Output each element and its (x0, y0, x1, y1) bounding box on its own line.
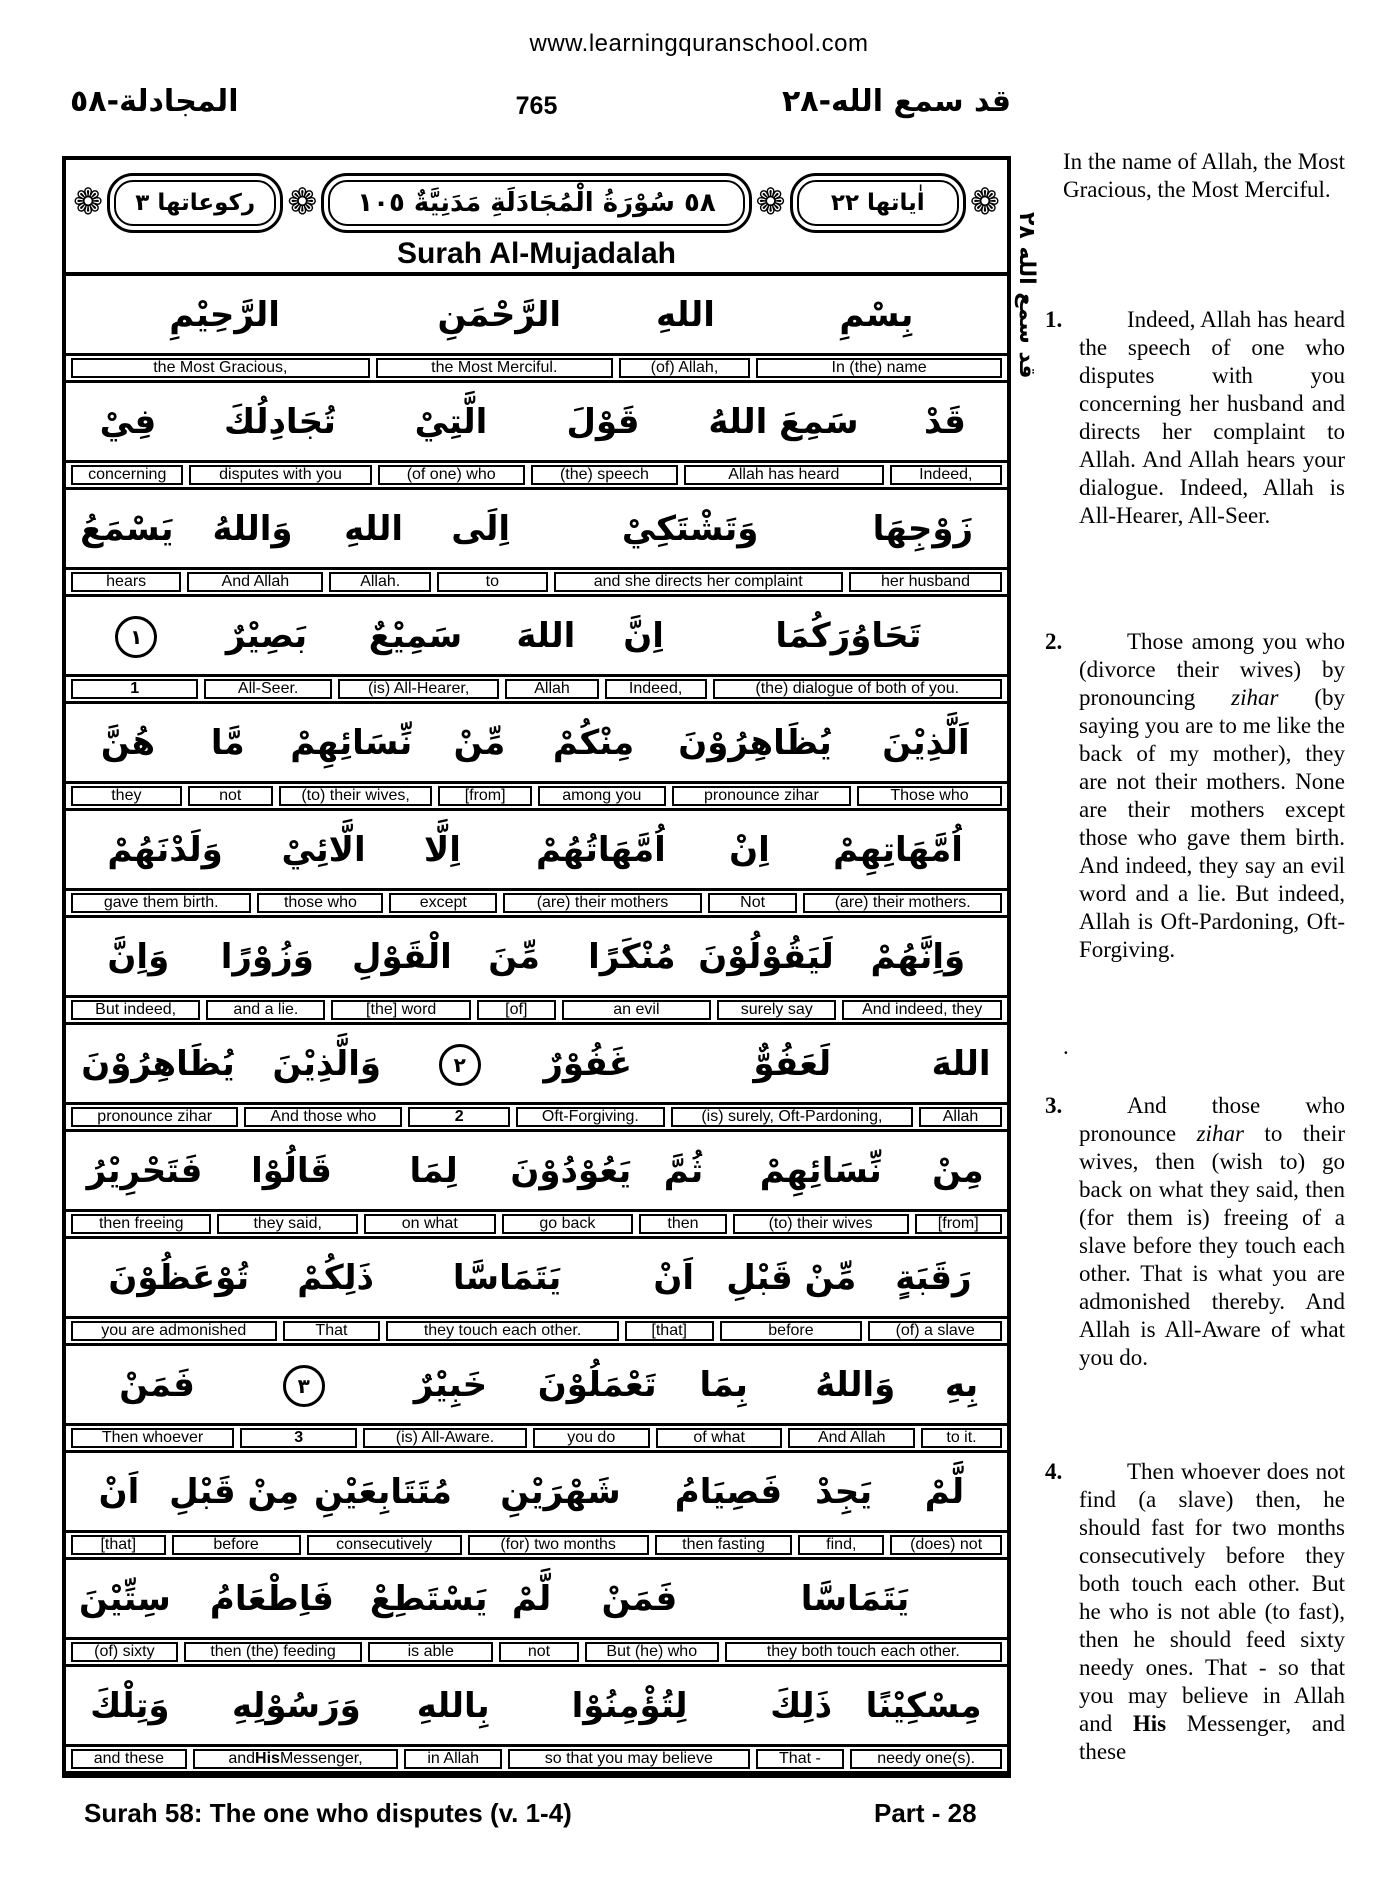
translation-cell: (are) their mothers. (803, 893, 1002, 913)
arabic-word: ثُمَّ (663, 1150, 704, 1191)
floral-ornament-icon: ❁ (755, 182, 786, 223)
arabic-word: اَنْ (653, 1257, 695, 1298)
arabic-word: مِسْكِيْنًا (865, 1685, 982, 1726)
surah-name-cartouche: ٥٨ سُوْرَةُ الْمُجَادَلَةِ مَدَنِيَّةٌ ١٠٥ (321, 173, 751, 233)
arabic-word: لِتُؤْمِنُوْا (571, 1685, 688, 1726)
translation-cell: her husband (849, 572, 1002, 592)
translation-cell: Allah. (329, 572, 431, 592)
verse-number-circle: ٣ (283, 1365, 325, 1407)
translation-cell: they (71, 786, 182, 806)
arabic-word: وَاِنَّ (107, 936, 170, 977)
translation-cell: consecutively (307, 1535, 462, 1555)
arabic-word: يَعُوْدُوْنَ (510, 1150, 632, 1191)
arabic-word: تُوْعَظُوْنَ (108, 1257, 250, 1298)
floral-ornament-icon: ❁ (287, 182, 318, 223)
translation-cell: then freeing (71, 1214, 211, 1234)
translation-row (66, 567, 1007, 597)
arabic-word: الَّائِيْ (281, 829, 366, 870)
arabic-word: وَاِنَّهُمْ (870, 936, 966, 977)
arabic-word: الرَّحْمَنِ (437, 294, 561, 335)
translation-cell: But indeed, (71, 1000, 200, 1020)
translation-cell: then (the) feeding (184, 1642, 363, 1662)
arabic-verse-row (66, 490, 1007, 567)
translation-cell: pronounce zihar (672, 786, 851, 806)
arabic-word: نِّسَائِهِمْ (759, 1150, 882, 1191)
arabic-verse-row (66, 704, 1007, 781)
translation-row (66, 781, 1007, 811)
surah-title-banner (66, 160, 1007, 276)
translation-cell: of what (656, 1428, 783, 1448)
translation-cell: not (499, 1642, 579, 1662)
translation-cell: among you (538, 786, 666, 806)
translation-cell: those who (257, 893, 383, 913)
arabic-word: مِنْ (932, 1150, 984, 1191)
arabic-word: مِّنْ قَبْلِ (726, 1257, 857, 1298)
arabic-word: وَلَدْنَهُمْ (107, 829, 223, 870)
arabic-word: تَحَاوُرَكُمَا (775, 615, 922, 656)
arabic-word: الرَّحِيْمِ (169, 294, 280, 335)
translation-cell: Those who (857, 786, 1002, 806)
translation-row (66, 888, 1007, 918)
paragraph-text: Indeed, Allah has heard the speech of one who disputes with you concerning her husband and directs her complaint to Allah. And Allah hears your dialogue. Indeed, Allah is All-Hearer, All-Seer. (1079, 307, 1345, 528)
translation-cell: (the) dialogue of both of you. (713, 679, 1002, 699)
arabic-word: سِتِّيْنَ (79, 1578, 171, 1619)
arabic-word: اَنْ (98, 1471, 140, 1512)
arabic-word: يَسْتَطِعْ (369, 1578, 488, 1619)
arabic-word: الَّتِيْ (414, 401, 488, 442)
arabic-verse-row (66, 1025, 1007, 1102)
word-by-word-table (62, 156, 1011, 1778)
surah-title-english: Surah Al-Mujadalah (397, 237, 676, 270)
translation-cell: and a lie. (206, 1000, 325, 1020)
translation-cell: (for) two months (468, 1535, 649, 1555)
translation-cell: Indeed, (890, 465, 1002, 485)
arabic-word: قَوْلَ (566, 401, 640, 442)
translation-cell: All-Seer. (204, 679, 331, 699)
arabic-word: اِنَّ (623, 615, 664, 656)
floral-ornament-icon: ❁ (969, 182, 1000, 223)
translation-row (66, 1102, 1007, 1132)
surah-name-arabic-header: المجادلة-٥٨ (70, 84, 239, 119)
translation-cell: (of) a slave (868, 1321, 1002, 1341)
website-url: www.learningquranschool.com (529, 30, 869, 57)
translation-row (66, 995, 1007, 1025)
arabic-word: بِهِ (944, 1364, 979, 1405)
arabic-word: اللهَ (516, 615, 576, 656)
arabic-verse-row (66, 1560, 1007, 1637)
translation-cell: they both touch each other. (725, 1642, 1002, 1662)
arabic-word: زَوْجِهَا (872, 508, 974, 549)
arabic-word: وَتِلْكَ (90, 1685, 170, 1726)
translation-row (66, 674, 1007, 704)
arabic-word: مِنْكُمْ (552, 722, 635, 763)
arabic-word (409, 1041, 511, 1086)
translation-cell: Allah (919, 1107, 1002, 1127)
arabic-word: فَتَحْرِيْرُ (86, 1150, 203, 1191)
arabic-word: فَصِيَامُ (674, 1471, 783, 1512)
arabic-verse-row (66, 276, 1007, 353)
arabic-word: يَسْمَعُ (80, 508, 174, 549)
translation-cell: they touch each other. (386, 1321, 618, 1341)
arabic-word: يُظَاهِرُوْنَ (81, 1043, 235, 1084)
translation-paragraph (1045, 1092, 1345, 1372)
verse-number-circle: ١ (115, 616, 157, 658)
arabic-word: ذَلِكُمْ (297, 1257, 374, 1298)
arabic-word: فَاِطْعَامُ (209, 1578, 334, 1619)
arabic-verse-row (66, 1132, 1007, 1209)
arabic-word: فَمَنْ (119, 1364, 195, 1405)
translation-cell: Oft-Forgiving. (516, 1107, 665, 1127)
arabic-word: يَتَمَاسَّا (800, 1578, 910, 1619)
translation-cell: and she directs her complaint (554, 572, 843, 592)
translation-paragraph (1045, 306, 1345, 530)
arabic-word: قَدْ (924, 401, 966, 442)
verse-number-circle: ٢ (439, 1044, 481, 1086)
translation-cell: In (the) name (756, 358, 1002, 378)
translation-cell: before (172, 1535, 301, 1555)
arabic-word: تُجَادِلُكَ (224, 401, 336, 442)
arabic-word: بِسْمِ (839, 294, 914, 335)
translation-cell: then (639, 1214, 726, 1234)
arabic-word: مِّنْ (453, 722, 506, 763)
verse-number-label: 1. (1045, 307, 1063, 332)
juz-margin-mark: قد سمع الله ٢٨ (1014, 211, 1039, 378)
translation-row (66, 1316, 1007, 1346)
translation-row (66, 1209, 1007, 1239)
translation-cell: to (437, 572, 547, 592)
arabic-word: وَتَشْتَكِيْ (621, 508, 759, 549)
arabic-word: اِنْ (729, 829, 770, 870)
translation-row (66, 1637, 1007, 1667)
translation-cell: hears (71, 572, 181, 592)
translation-cell: concerning (71, 465, 183, 485)
stray-period: . (1063, 1034, 1069, 1059)
arabic-word: وَاللهُ (815, 1364, 896, 1405)
translation-cell: [that] (625, 1321, 714, 1341)
arabic-word: اِلَّا (423, 829, 461, 870)
arabic-word: مِنْ قَبْلِ (169, 1471, 300, 1512)
footer-part-number: Part - 28 (874, 1798, 977, 1828)
translation-cell: 1 (71, 679, 198, 699)
translation-cell: (of) Allah, (619, 358, 750, 378)
translation-cell: you are admonished (71, 1321, 277, 1341)
arabic-word (243, 1362, 364, 1407)
translation-cell: (of) sixty (71, 1642, 178, 1662)
arabic-word: اُمَّهَاتُهُمْ (535, 829, 666, 870)
translation-cell: [from] (915, 1214, 1002, 1234)
translation-cell: in Allah (404, 1749, 502, 1769)
arabic-word: وَزُوْرًا (220, 936, 314, 977)
arabic-word: مَّا (210, 722, 245, 763)
arabic-verse-row (66, 597, 1007, 674)
arabic-word: وَالَّذِيْنَ (272, 1043, 382, 1084)
verses-count-cartouche: اٰياتها ٢٢ (790, 173, 966, 233)
translation-cell: surely say (717, 1000, 836, 1020)
arabic-word: اللهَ (931, 1043, 991, 1084)
translation-cell: Then whoever (71, 1428, 234, 1448)
arabic-word (71, 613, 201, 658)
arabic-word: بَصِيْرٌ (225, 615, 308, 656)
arabic-word: وَاللهُ (212, 508, 293, 549)
translation-cell: and His Messenger, (193, 1749, 399, 1769)
translation-row (66, 1530, 1007, 1560)
translation-cell: the Most Gracious, (71, 358, 370, 378)
translation-cell: find, (798, 1535, 884, 1555)
translation-cell: to it. (921, 1428, 1002, 1448)
arabic-word: اللهِ (656, 294, 715, 335)
translation-cell: (are) their mothers (503, 893, 702, 913)
arabic-word: يَتَمَاسَّا (452, 1257, 562, 1298)
ornamental-band (73, 168, 1000, 238)
page-number: 765 (515, 92, 558, 120)
arabic-word: تَعْمَلُوْنَ (537, 1364, 657, 1405)
translation-cell: gave them birth. (71, 893, 251, 913)
arabic-word: شَهْرَيْنِ (500, 1471, 621, 1512)
arabic-word: سَمِيْعٌ (368, 615, 463, 656)
arabic-word: بِمَا (699, 1364, 748, 1405)
translation-cell: [the] word (331, 1000, 470, 1020)
translation-paragraph (1045, 1458, 1345, 1766)
arabic-word: لَّمْ (511, 1578, 552, 1619)
arabic-verse-row (66, 1667, 1007, 1744)
translation-cell: And Allah (187, 572, 323, 592)
translation-row (66, 1744, 1007, 1774)
verse-number-label: 2. (1045, 629, 1063, 654)
translation-cell: (is) All-Hearer, (338, 679, 500, 699)
arabic-word: قَالُوْا (251, 1150, 332, 1191)
arabic-verse-row (66, 1239, 1007, 1316)
translation-cell: so that you may believe (508, 1749, 749, 1769)
translation-cell: is able (368, 1642, 493, 1662)
bismillah-translation: In the name of Allah, the Most Gracious, the Most Merciful. (1063, 149, 1345, 202)
arabic-word: فِيْ (99, 401, 157, 442)
translation-cell: 2 (408, 1107, 510, 1127)
arabic-word: رَقَبَةٍ (895, 1257, 972, 1298)
translation-cell: (does) not (890, 1535, 1002, 1555)
arabic-word: سَمِعَ اللهُ (708, 401, 859, 442)
translation-cell: except (389, 893, 497, 913)
footer-surah-reference: Surah 58: The one who disputes (v. 1-4) (84, 1798, 572, 1828)
translation-cell: go back (502, 1214, 634, 1234)
translation-cell: 3 (240, 1428, 357, 1448)
arabic-verse-row (66, 918, 1007, 995)
arabic-word: يُظَاهِرُوْنَ (678, 722, 832, 763)
arabic-word: اِلَى (451, 508, 511, 549)
arabic-verse-row (66, 1453, 1007, 1530)
translation-cell: Not (708, 893, 798, 913)
arabic-word: يَجِدْ (815, 1471, 873, 1512)
translation-cell: That - (756, 1749, 845, 1769)
arabic-word: لِمَا (409, 1150, 458, 1191)
arabic-word: مِّنَ (488, 936, 540, 977)
translation-cell: pronounce zihar (71, 1107, 238, 1127)
juz-name-arabic-header: قد سمع الله-٢٨ (781, 84, 1011, 119)
arabic-word: نِّسَائِهِمْ (290, 722, 413, 763)
translation-cell: But (he) who (585, 1642, 719, 1662)
translation-cell: That (283, 1321, 381, 1341)
translation-cell: Indeed, (605, 679, 707, 699)
translation-cell: (the) speech (531, 465, 678, 485)
translation-row (66, 460, 1007, 490)
verse-number-label: 4. (1045, 1459, 1063, 1484)
translation-cell: (to) their wives (733, 1214, 909, 1234)
arabic-word: هُنَّ (100, 722, 156, 763)
translation-cell: And those who (244, 1107, 402, 1127)
translation-cell: needy one(s). (850, 1749, 1002, 1769)
translation-cell: then fasting (655, 1535, 793, 1555)
paragraph-text: And those who pronounce zihar to their wives, then (wish to) go back on what they said, then (for them is) freeing of a slave before they touch each other. That is what you are admonished thereby. And Allah is All-Aware of what you do. (1079, 1093, 1345, 1370)
translation-cell: (is) All-Aware. (363, 1428, 526, 1448)
arabic-word: غَفُوْرٌ (543, 1043, 632, 1084)
arabic-word: لَّمْ (924, 1471, 965, 1512)
arabic-verse-row (66, 383, 1007, 460)
rukus-count-cartouche: ركوعاتها ٣ (107, 173, 283, 233)
translation-paragraph (1045, 628, 1345, 964)
translation-cell: (to) their wives, (279, 786, 433, 806)
arabic-word: خَبِيْرٌ (413, 1364, 488, 1405)
translation-cell: you do (533, 1428, 650, 1448)
translation-cell: an evil (562, 1000, 712, 1020)
translation-cell: Allah has heard (684, 465, 883, 485)
translation-cell: on what (364, 1214, 496, 1234)
translation-cell: [from] (438, 786, 532, 806)
translation-cell: And Allah (788, 1428, 915, 1448)
translation-cell: they said, (217, 1214, 357, 1234)
translation-cell: [that] (71, 1535, 166, 1555)
arabic-word: لَعَفُوٌّ (753, 1043, 832, 1084)
paragraph-text: Then whoever does not find (a slave) then, he should fast for two months consecutively before they both touch each other. But he who is not able (to fast), then he should feed sixty needy ones. That - so that you may believe in Allah and His Messenger, and these (1079, 1459, 1345, 1764)
translation-cell: [of] (477, 1000, 556, 1020)
arabic-word: مُنْكَرًا (588, 936, 676, 977)
arabic-word: وَرَسُوْلِهِ (231, 1685, 361, 1726)
translation-cell: not (188, 786, 273, 806)
translation-cell: and these (71, 1749, 187, 1769)
arabic-word: مُتَتَابِعَيْنِ (313, 1471, 452, 1512)
translation-cell: disputes with you (189, 465, 371, 485)
arabic-word: اَلَّذِيْنَ (882, 722, 970, 763)
translation-cell: the Most Merciful. (376, 358, 613, 378)
arabic-word: اُمَّهَاتِهِمْ (833, 829, 963, 870)
paragraph-text: Those among you who (divorce their wives) by pronouncing zihar (by saying you are to me like the back of my mother), they are not their mothers. None are their mothers except those who gave them birth. And indeed, they say an evil word and a lie. But indeed, Allah is Oft-Pardoning, Oft-Forgiving. (1079, 629, 1345, 962)
arabic-word: اللهِ (344, 508, 404, 549)
translation-row (66, 353, 1007, 383)
arabic-word: ذَلِكَ (770, 1685, 833, 1726)
translation-cell: Allah (505, 679, 598, 699)
arabic-word: فَمَنْ (601, 1578, 678, 1619)
verse-number-label: 3. (1045, 1093, 1063, 1118)
arabic-verse-row (66, 811, 1007, 888)
translation-cell: (of one) who (378, 465, 525, 485)
translation-cell: before (720, 1321, 863, 1341)
arabic-verse-row (66, 1346, 1007, 1423)
arabic-word: الْقَوْلِ (352, 936, 452, 977)
translation-cell: (is) surely, Oft-Pardoning, (671, 1107, 913, 1127)
translation-row (66, 1423, 1007, 1453)
arabic-word: بِاللهِ (416, 1685, 490, 1726)
arabic-word: لَيَقُوْلُوْنَ (698, 936, 834, 977)
floral-ornament-icon: ❁ (73, 182, 104, 223)
verse-rows (66, 276, 1007, 1774)
translation-cell: And indeed, they (842, 1000, 1002, 1020)
